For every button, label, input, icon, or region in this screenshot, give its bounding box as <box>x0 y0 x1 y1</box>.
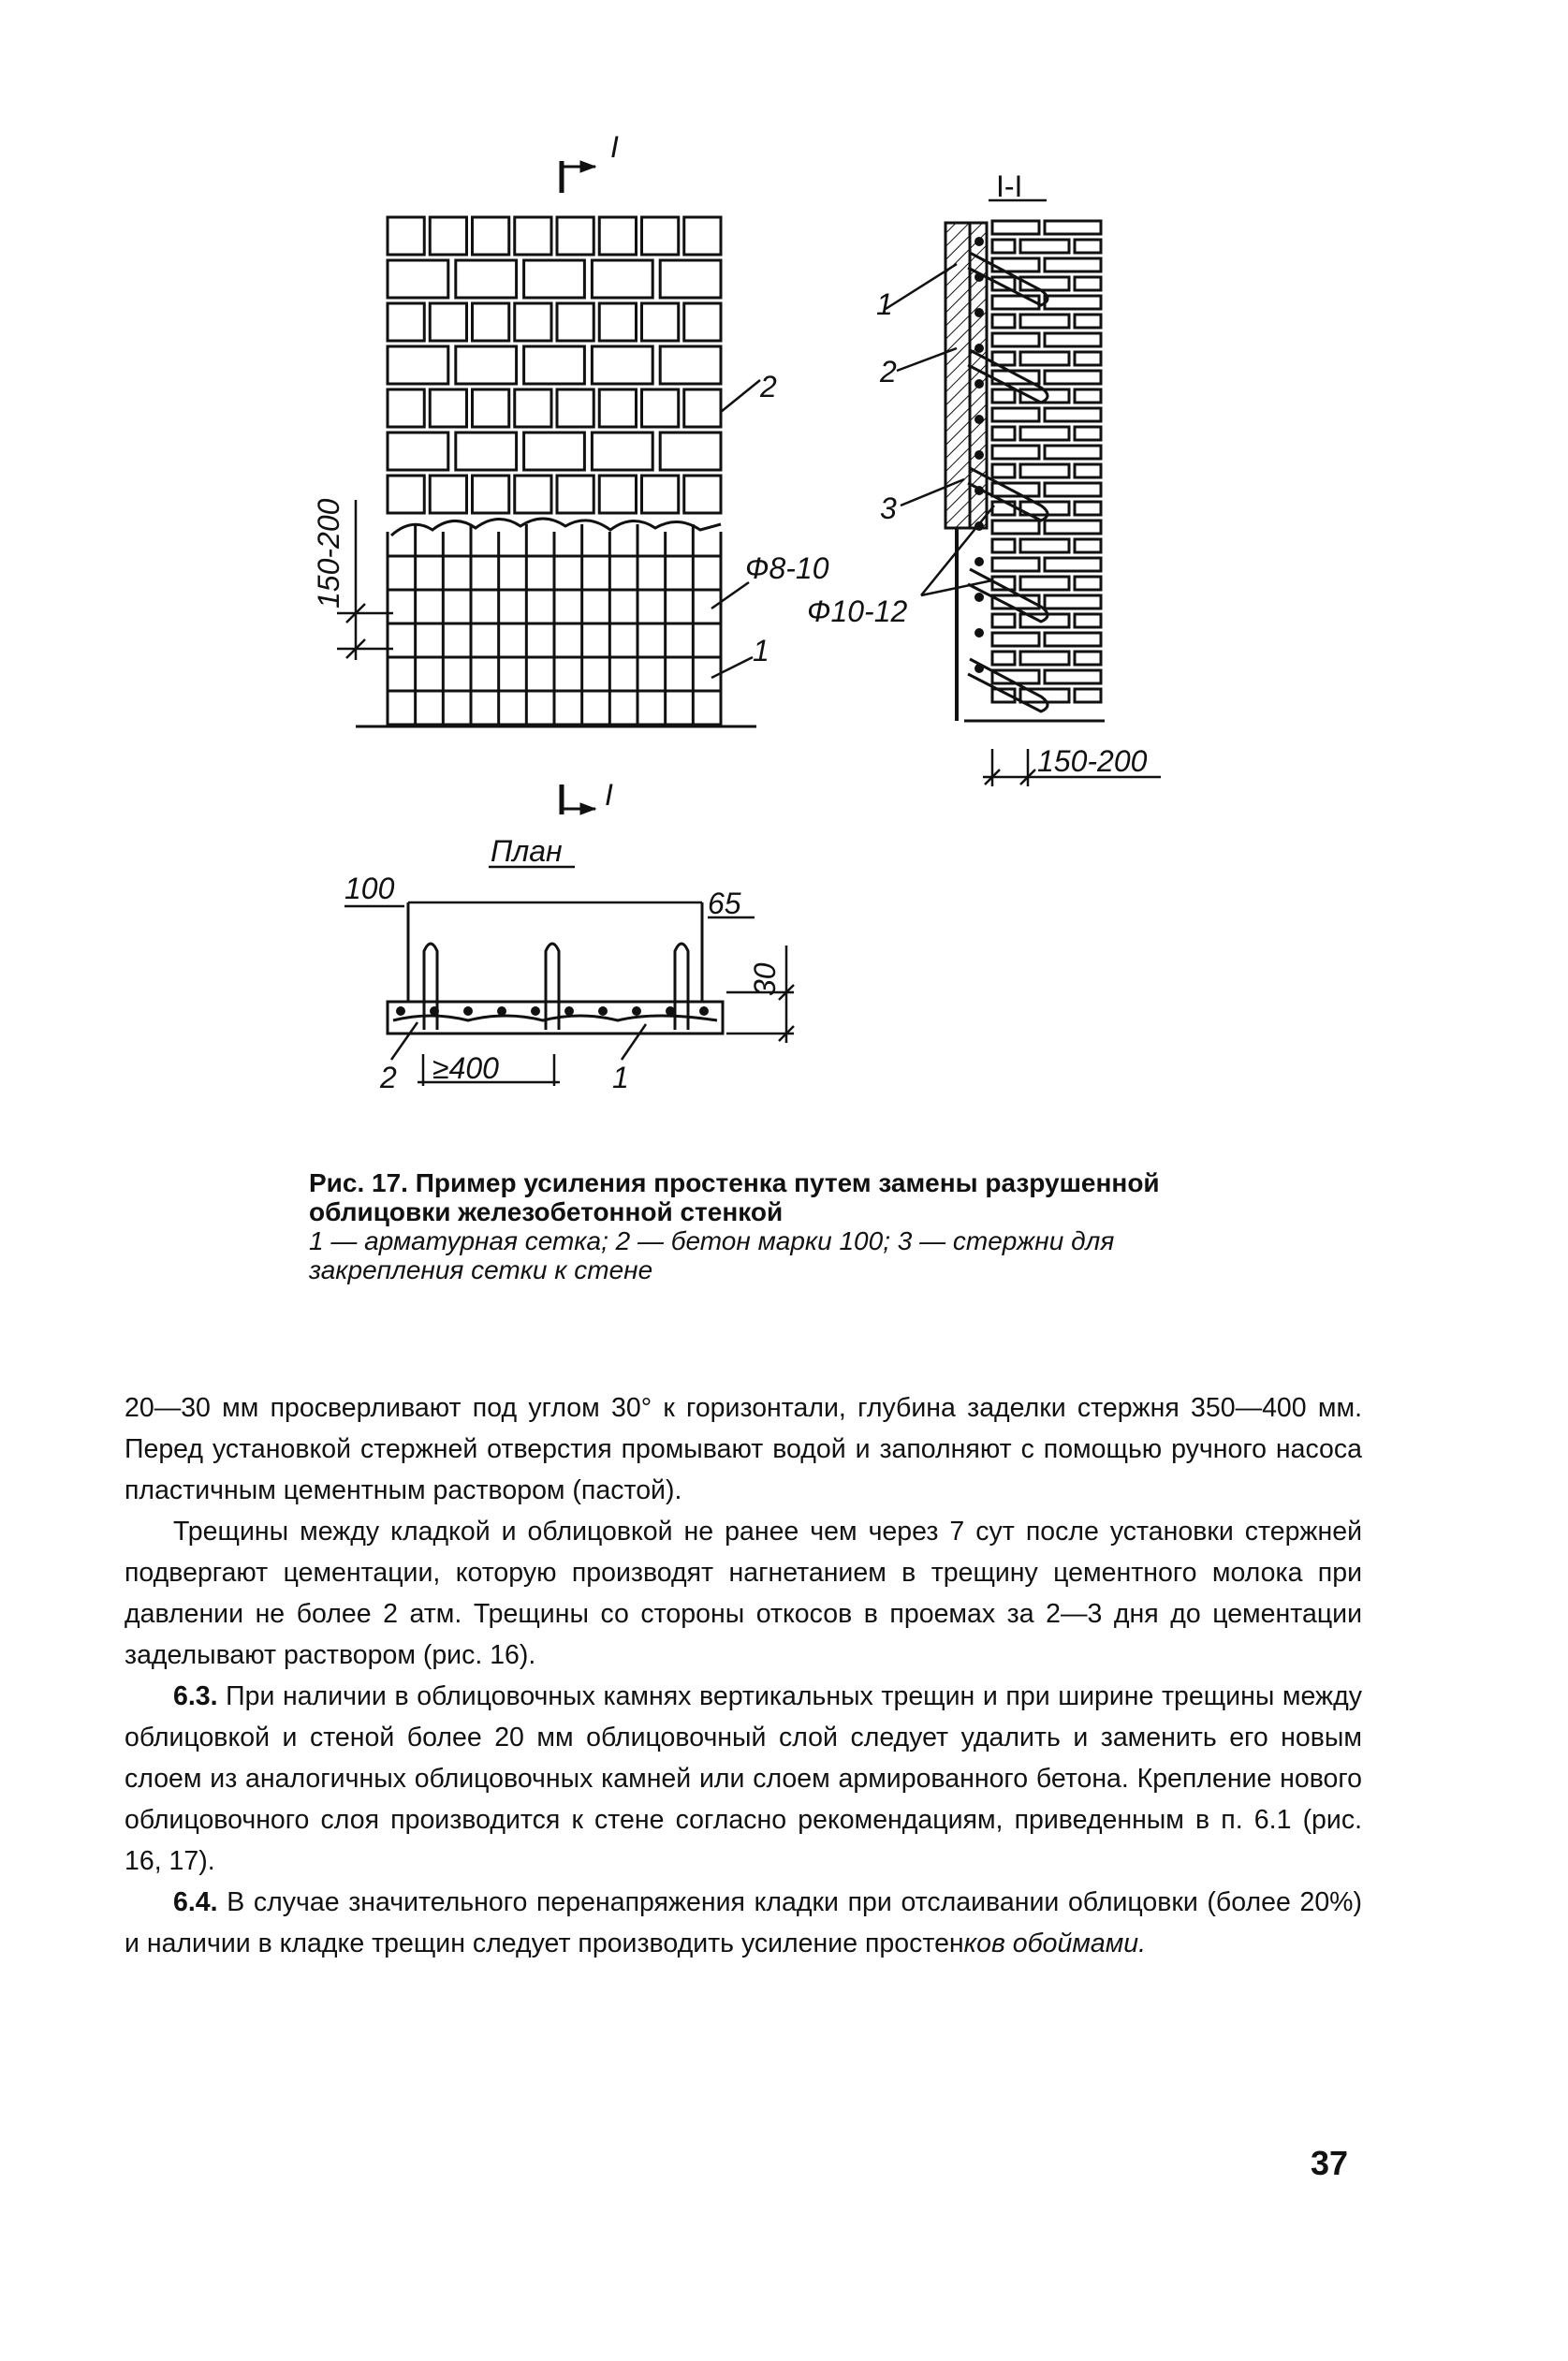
plan-mesh-dots <box>396 1006 709 1016</box>
section-mark-top-label: I <box>610 130 619 164</box>
plan-mesh-dot <box>531 1006 540 1016</box>
section-brick <box>1045 670 1101 683</box>
brick <box>592 433 652 470</box>
brick <box>430 389 466 427</box>
section-brick <box>1020 352 1069 365</box>
clause-number-6-3: 6.3. <box>173 1681 218 1711</box>
sec-label-1: 1 <box>876 287 893 321</box>
brick <box>642 476 679 513</box>
plan-leader-1 <box>622 1024 646 1060</box>
reinforcement-mesh-grid <box>388 524 721 726</box>
section-brick <box>1075 240 1101 253</box>
section-brick <box>992 652 1015 665</box>
plan-mesh-dot <box>430 1006 439 1016</box>
section-brick <box>992 521 1039 534</box>
section-brick <box>1020 315 1069 328</box>
brick <box>388 476 424 513</box>
brick <box>642 389 679 427</box>
section-brick <box>1020 240 1069 253</box>
brick <box>473 389 509 427</box>
body-text <box>125 1387 1362 1964</box>
section-title: I-I <box>996 169 1023 203</box>
section-brick <box>1045 408 1101 421</box>
brick <box>684 476 721 513</box>
paragraph-3 <box>125 1676 1362 1882</box>
paragraph-4-text: В случае значительного перенапряжения кладки при отслаивании облицовки (более 20%) и наличии в кладке трещин следует производить усиление простен <box>125 1887 1362 1958</box>
plan-title: План <box>491 834 563 868</box>
sec-label-2: 2 <box>880 355 897 389</box>
plan-dims <box>344 906 794 1086</box>
brick <box>599 303 636 341</box>
plan-leader-2 <box>391 1022 418 1060</box>
mesh-bar-dot <box>975 450 984 460</box>
elev-label-2: 2 <box>760 370 777 403</box>
brick <box>599 389 636 427</box>
section-brick <box>1075 427 1101 440</box>
section-brick <box>1045 371 1101 384</box>
brick <box>456 433 517 470</box>
brick <box>557 476 593 513</box>
brick <box>473 303 509 341</box>
mesh-bar-dot <box>975 628 984 638</box>
sec-label-3: 3 <box>880 491 897 525</box>
section-mark-bottom-label: I <box>605 778 613 812</box>
leader-2 <box>721 380 760 412</box>
section-brick <box>1045 558 1101 571</box>
section-brick <box>1045 633 1101 646</box>
section-brick <box>1045 446 1101 459</box>
section-brick <box>992 408 1039 421</box>
brick <box>388 260 448 298</box>
brick <box>684 389 721 427</box>
section-brick <box>1075 352 1101 365</box>
mesh-bar-dot <box>975 379 984 389</box>
section-brick <box>1020 652 1069 665</box>
section-mark-bottom <box>562 785 595 814</box>
plan-dim-100: 100 <box>344 872 395 905</box>
section-brick <box>1045 258 1101 271</box>
section-brick <box>992 633 1039 646</box>
mesh-bar-dot <box>975 593 984 602</box>
plan-view <box>344 834 794 1094</box>
brick <box>557 303 593 341</box>
brick <box>430 217 466 255</box>
elev-label-1: 1 <box>753 634 769 667</box>
section-brick <box>992 670 1039 683</box>
plan-mesh-dot <box>666 1006 675 1016</box>
plan-mesh-dot <box>497 1006 506 1016</box>
brick <box>456 260 517 298</box>
mesh-bar-dot <box>975 415 984 424</box>
brick <box>592 260 652 298</box>
paragraph-1: 20—30 мм просверливают под углом 30° к горизонтали, глубина заделки стержня 350—400 мм. Перед установкой стержней отверстия промывают водой и заполняют с помощью ручного насоса пластичным цементным раствором (пастой). <box>125 1393 1362 1505</box>
brick <box>515 476 551 513</box>
figure-17-drawing <box>0 0 1568 1151</box>
brick <box>660 260 721 298</box>
brick <box>524 433 585 470</box>
plan-mesh-dot <box>463 1006 473 1016</box>
paragraph-4-tail: ков обоймами. <box>963 1928 1147 1958</box>
section-brick <box>992 558 1039 571</box>
section-brick <box>1075 315 1101 328</box>
leader-mesh <box>711 582 749 609</box>
section-mark-top <box>562 161 595 193</box>
section-brick <box>1020 577 1069 590</box>
mesh-bar-dot <box>975 344 984 353</box>
section-brick <box>1045 595 1101 609</box>
elevation-view <box>312 130 829 814</box>
section-brick <box>1045 521 1101 534</box>
plan-label-2: 2 <box>380 1061 397 1094</box>
figure-caption <box>309 1168 1189 1284</box>
plan-dim-400: ≥400 <box>432 1051 499 1085</box>
brick <box>473 476 509 513</box>
brick <box>599 476 636 513</box>
brick <box>388 389 424 427</box>
mesh-bar-dot <box>975 308 984 317</box>
section-brick <box>992 427 1015 440</box>
clause-number-6-4: 6.4. <box>173 1887 218 1917</box>
brick-courses <box>388 217 721 513</box>
paragraph-3-text: При наличии в облицовочных камнях вертикальных трещин и при ширине трещины между облицовкой и стеной более 20 мм облицовочный слой следует удалить и заменить его новым слоем из аналогичных облицовочных камней или слоем армированного бетона. Крепление нового облицовочного слоя производится к стене согласно рекомендациям, приведенным в п. 6.1 (рис. 16, 17). <box>125 1681 1362 1876</box>
section-brick <box>1045 221 1101 234</box>
brick <box>557 217 593 255</box>
section-brick <box>1020 427 1069 440</box>
section-dim-label: 150-200 <box>1037 744 1148 778</box>
plan-dim-65: 65 <box>708 887 741 920</box>
brick <box>684 303 721 341</box>
section-brick <box>1020 464 1069 477</box>
brick <box>388 303 424 341</box>
section-brick <box>992 539 1015 552</box>
plan-mesh-dot <box>598 1006 608 1016</box>
brick <box>456 346 517 384</box>
brick <box>430 303 466 341</box>
brick <box>599 217 636 255</box>
paragraph-4 <box>125 1882 1362 1964</box>
brick <box>515 217 551 255</box>
paragraph-2: Трещины между кладкой и облицовкой не ранее чем через 7 сут после установки стержней подвергают цементации, которую производят нагнетанием в трещину цементного молока при давлении не более 2 атм. Трещины со стороны откосов в проемах за 2—3 дня до цементации заделывают раствором (рис. 16). <box>125 1517 1362 1670</box>
brick <box>430 476 466 513</box>
section-brick <box>992 464 1015 477</box>
plan-mesh-dot <box>699 1006 709 1016</box>
section-brick <box>992 389 1015 403</box>
section-brick <box>1020 539 1069 552</box>
brick <box>388 217 424 255</box>
leader-1 <box>711 657 753 678</box>
section-brick <box>992 614 1015 627</box>
section-brick <box>992 240 1015 253</box>
brick <box>515 303 551 341</box>
brick <box>660 433 721 470</box>
mesh-bar-dot <box>975 237 984 246</box>
page-number: 37 <box>1311 2144 1349 2182</box>
section-brick <box>992 277 1015 290</box>
section-brick <box>1075 614 1101 627</box>
plan-mesh-dot <box>396 1006 405 1016</box>
section-brick <box>1075 652 1101 665</box>
section-brick-courses <box>992 221 1101 702</box>
break-line <box>391 519 721 535</box>
caption-title: Рис. 17. Пример усиления простенка путем замены разрушенной облицовки железобетонной стенкой <box>309 1168 1160 1226</box>
plan-mesh-dot <box>564 1006 574 1016</box>
section-brick <box>992 315 1015 328</box>
section-brick <box>1075 539 1101 552</box>
section-brick <box>1075 689 1101 702</box>
phi-rod-label: Ф10-12 <box>807 594 908 628</box>
plan-mesh-dot <box>632 1006 641 1016</box>
section-brick <box>1045 333 1101 346</box>
section-brick <box>1045 296 1101 309</box>
section-view <box>807 169 1161 786</box>
section-brick <box>992 333 1039 346</box>
brick <box>524 346 585 384</box>
section-brick <box>1075 389 1101 403</box>
brick <box>684 217 721 255</box>
section-brick <box>1075 502 1101 515</box>
section-brick <box>992 502 1015 515</box>
brick <box>524 260 585 298</box>
brick <box>473 217 509 255</box>
brick <box>642 217 679 255</box>
brick <box>592 346 652 384</box>
section-brick <box>1075 277 1101 290</box>
section-brick <box>1075 577 1101 590</box>
brick <box>660 346 721 384</box>
brick <box>557 389 593 427</box>
height-dimension <box>337 500 393 660</box>
section-brick <box>1075 464 1101 477</box>
mesh-bar-dot <box>975 557 984 566</box>
brick <box>515 389 551 427</box>
section-brick <box>992 446 1039 459</box>
section-brick <box>992 221 1039 234</box>
brick <box>388 433 448 470</box>
phi-mesh-label: Ф8-10 <box>745 551 829 585</box>
section-brick <box>1045 483 1101 496</box>
caption-legend: 1 — арматурная сетка; 2 — бетон марки 100; 3 — стержни для закрепления сетки к стене <box>309 1226 1115 1284</box>
plan-dim-30: 30 <box>748 962 782 996</box>
height-dim-label: 150-200 <box>312 498 345 609</box>
brick <box>642 303 679 341</box>
section-brick <box>992 296 1039 309</box>
brick <box>388 346 448 384</box>
plan-label-1: 1 <box>612 1061 629 1094</box>
plan-mesh-line <box>393 1016 717 1020</box>
